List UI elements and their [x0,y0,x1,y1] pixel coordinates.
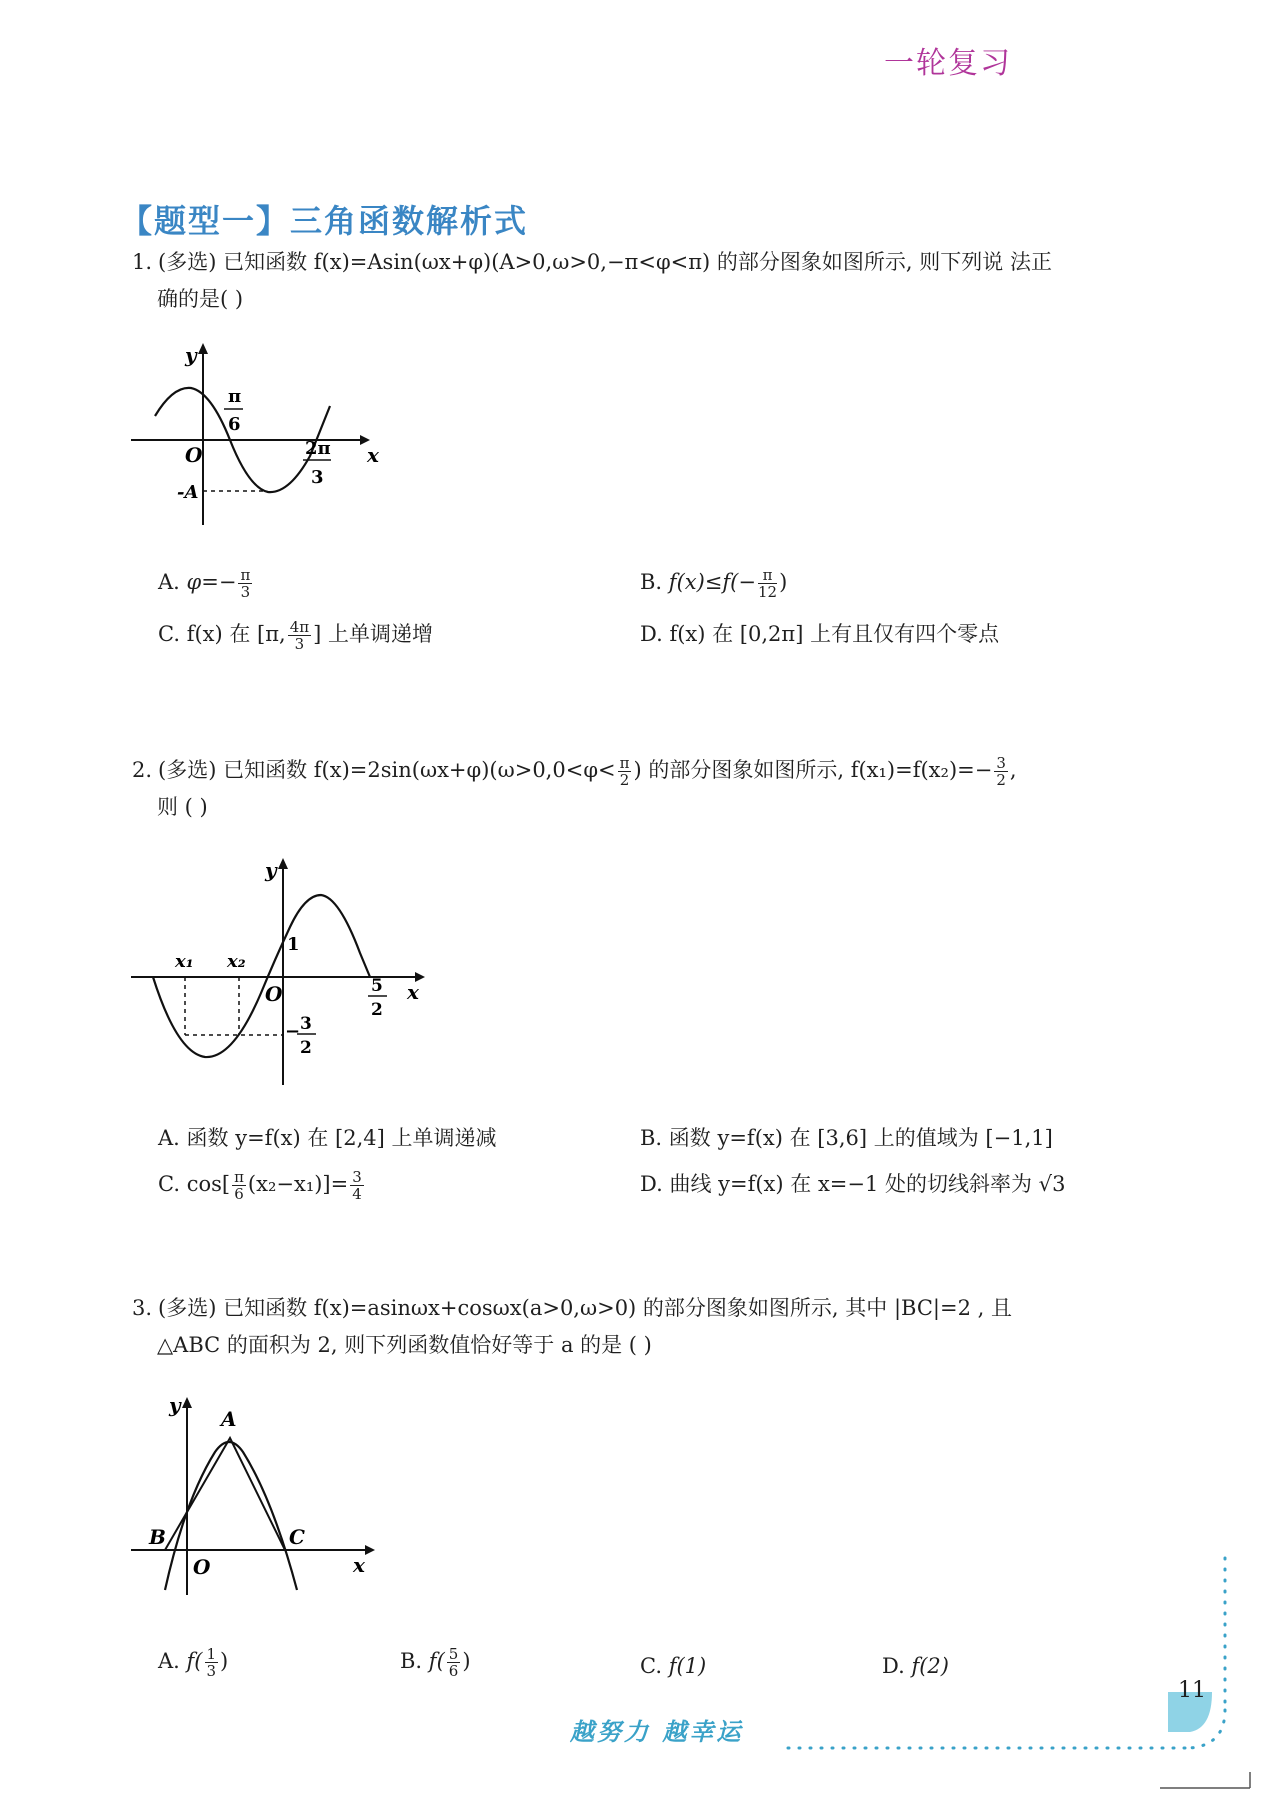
question-text-cont: 确的是( ) [157,287,244,311]
y-axis-arrow [182,1397,192,1408]
question-text: (多选) 已知函数 f(x)=Asin(ωx+φ)(A>0,ω>0,−π<φ<π) 的部分图象如图所示, 则下列说 法正 [158,250,1052,274]
question-2-stem: 2. (多选) 已知函数 f(x)=2sin(ωx+φ)(ω>0,0<φ< $\frac{\pi}{2}$ ) 的部分图象如图所示, f(x₁)=f(x₂)=− $\frac{3}{2}$ , 则 ( ) [132,754,1017,819]
q3-option-a[interactable]: A. f( $\frac{1}{3}$ ) [158,1645,229,1680]
y-axis-arrow [198,343,208,354]
svg-text:x: x [353,1553,365,1577]
x-label: x [367,443,379,467]
svg-text:y: y [265,858,277,882]
q2-option-b[interactable]: B. 函数 y=f(x) 在 [3,6] 上的值域为 [−1,1] [640,1126,1053,1150]
svg-text:O: O [265,982,283,1006]
q1-option-d[interactable]: D. f(x) 在 [0,2π] 上有且仅有四个零点 [640,622,1000,646]
question-1-stem [132,244,1172,318]
svg-text:x₁: x₁ [175,951,194,972]
q3-option-c[interactable]: C. f(1) [640,1654,707,1678]
svg-text:y: y [169,1393,181,1417]
pi-label: π [228,386,242,407]
page-number: 11 [1178,1678,1206,1703]
three-label: 3 [311,467,324,488]
two-pi-label: 2π [305,438,331,459]
svg-text:−: − [285,1021,301,1042]
y-label: y [185,343,197,367]
svg-text:x: x [407,980,419,1004]
svg-text:5: 5 [371,976,383,996]
q2-option-c[interactable]: C. cos[ $\frac{\pi}{6}$ (x₂−x₁)]= $\frac{3}{4}$ [158,1168,362,1203]
x-axis-arrow [365,1545,375,1555]
y-axis-arrow [278,858,288,869]
footer-motto: 越努力 越幸运 [570,1718,744,1746]
footer-decoration [780,1550,1250,1800]
question-3-graph [125,1390,375,1605]
svg-text:3: 3 [300,1014,312,1034]
question-1-graph [125,340,379,530]
svg-text:O: O [193,1555,211,1579]
origin-label: O [185,443,203,467]
q3-option-d[interactable]: D. f(2) [882,1654,949,1678]
q1-option-b[interactable]: B. f(x)≤f(− $\frac{\pi}{12}$ ) [640,566,788,601]
q2-option-d[interactable]: D. 曲线 y=f(x) 在 x=−1 处的切线斜率为 √3 [640,1172,1066,1196]
q1-option-c[interactable]: C. f(x) 在 [π, $\frac{4\pi}{3}$ ] 上单调递增 [158,618,433,653]
svg-text:B: B [149,1525,166,1549]
triangle-abc [165,1438,285,1550]
svg-text:A: A [221,1407,237,1431]
svg-text:x₂: x₂ [227,951,246,972]
six-label: 6 [228,414,241,435]
section-title: 【题型一】三角函数解析式 [120,202,529,240]
question-3-stem: 3. (多选) 已知函数 f(x)=asinωx+cosωx(a>0,ω>0) 的部分图象如图所示, 其中 |BC|=2 , 且 △ABC 的面积为 2, 则下列函数值恰好等于 a 的是 ( ) [132,1296,1012,1357]
neg-a-label: -A [177,482,199,503]
header-tag: 一轮复习 [884,46,1012,81]
q3-option-b[interactable]: B. f( $\frac{5}{6}$ ) [400,1645,471,1680]
svg-text:C: C [289,1525,305,1549]
question-number: 1. [132,250,153,274]
question-2-graph [125,855,435,1095]
svg-text:1: 1 [287,934,300,955]
svg-text:2: 2 [300,1038,312,1058]
q2-option-a[interactable]: A. 函数 y=f(x) 在 [2,4] 上单调递减 [158,1126,497,1150]
q1-option-a[interactable]: A. φ=− $\frac{\pi}{3}$ [158,566,251,601]
svg-text:2: 2 [371,1000,383,1020]
